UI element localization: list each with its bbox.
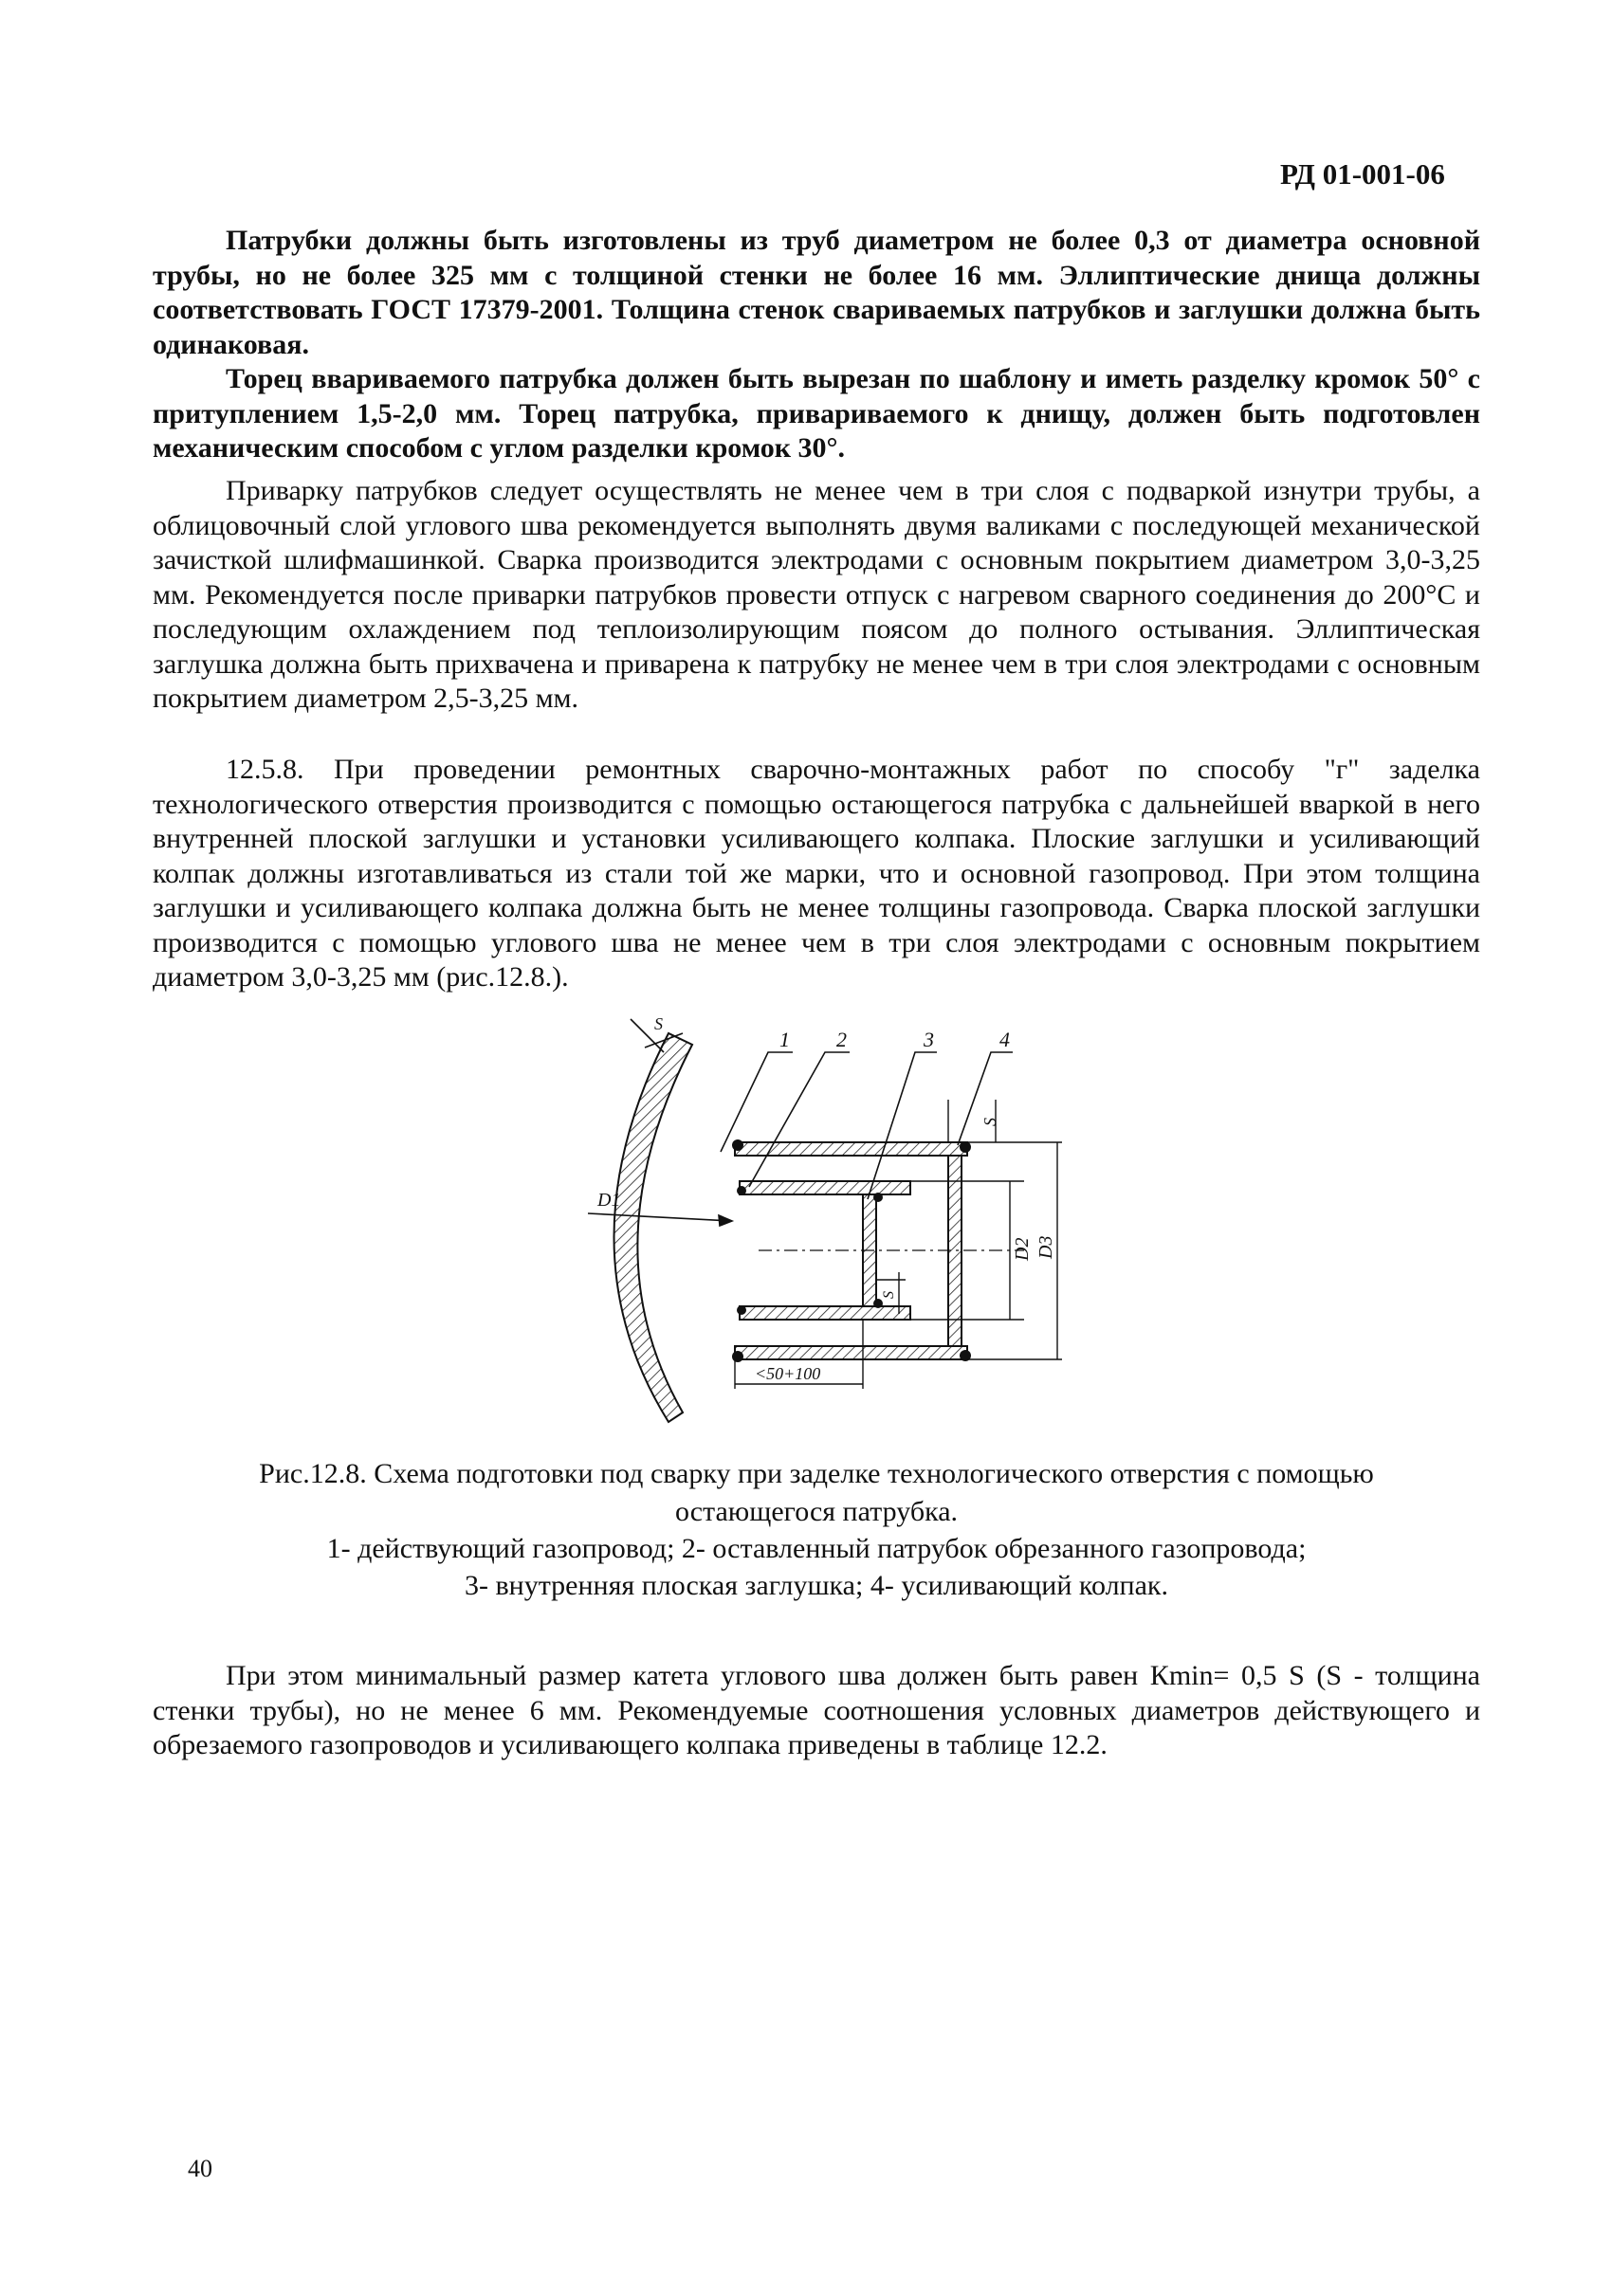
label-d1: D1 bbox=[597, 1190, 621, 1211]
paragraph-4 bbox=[153, 753, 1480, 995]
cap-wall-bottom bbox=[735, 1346, 967, 1359]
paragraph-5-text: При этом минимальный размер катета углового шва должен быть равен Кmin= 0,5 S (S - толщина стенки трубы), но не менее 6 мм. Рекомендуемые соотношения условных диаметров действующего и обрезаемого газопроводов и усиливающего колпака приведены в таблице 12.2. bbox=[153, 1660, 1480, 1760]
weld-scheme-figure bbox=[531, 1005, 1062, 1450]
paragraph-2-text: Торец ввариваемого патрубка должен быть вырезан по шаблону и иметь разделку кромок 50° с притуплением 1,5-2,0 мм. Торец патрубка, привариваемого к днищу, должен быть подготовлен механическим способом с углом разделки кромок 30°. bbox=[153, 363, 1480, 464]
label-s-top: S bbox=[980, 1118, 999, 1126]
label-s-inner: S bbox=[881, 1291, 897, 1299]
figure-caption-line-4: 3- внутренняя плоская заглушка; 4- усиливающий колпак. bbox=[465, 1570, 1168, 1601]
label-4: 4 bbox=[999, 1028, 1010, 1051]
paragraph-1 bbox=[153, 224, 1480, 362]
label-2: 2 bbox=[836, 1028, 847, 1051]
label-1: 1 bbox=[779, 1028, 790, 1051]
document-code: РД 01-001-06 bbox=[1280, 157, 1445, 191]
paragraph-3-text: Приварку патрубков следует осуществлять не менее чем в три слоя с подваркой изнутри трубы, а облицовочный слой углового шва рекомендуется выполнять двумя валиками с последующей механической зачисткой шлифмашинкой. Сварка производится электродами с основным покрытием диаметром 3,0-3,25 мм. Рекомендуется после приварки патрубков провести отпуск с нагревом сварного соединения до 200°С и последующим охлаждением под теплоизолирующим поясом до полного остывания. Эллиптическая заглушка должна быть прихвачена и приварена к патрубку не менее чем в три слоя электродами с основным покрытием диаметром 2,5-3,25 мм. bbox=[153, 475, 1480, 714]
figure-caption-line-1: Рис.12.8. Схема подготовки под сварку при заделке технологического отверстия с помощью bbox=[259, 1458, 1374, 1489]
paragraph-5 bbox=[153, 1659, 1480, 1763]
paragraph-1-text: Патрубки должны быть изготовлены из труб диаметром не более 0,3 от диаметра основной трубы, но не более 325 мм с толщиной стенки не более 16 мм. Эллиптические днища должны соответствовать ГОСТ 17379-2001. Толщина стенок свариваемых патрубков и заглушки должна быть одинаковая. bbox=[153, 225, 1480, 360]
main-pipe-wall bbox=[614, 1033, 693, 1422]
figure-caption-line-2: остающегося патрубка. bbox=[674, 1496, 959, 1527]
label-s-pipe: S bbox=[654, 1014, 663, 1033]
label-d3: D3 bbox=[1035, 1235, 1056, 1259]
paragraph-3 bbox=[153, 474, 1480, 717]
page-number: 40 bbox=[188, 2155, 212, 2182]
paragraph-4-text: 12.5.8. При проведении ремонтных сварочно-монтажных работ по способу "г" заделка технологического отверстия производится с помощью остающегося патрубка с дальнейшей вваркой в него внутренней плоской заглушки и установки усиливающего колпака. Плоские заглушки и усиливающий колпак должны изготавливаться из стали той же марки, что и основной газопровод. При этом толщина заглушки и усиливающего колпака должна быть не менее толщины газопровода. Сварка плоской заглушки производится с помощью углового шва не менее чем в три слоя электродами с основным покрытием диаметром 3,0-3,25 мм (рис.12.8.). bbox=[153, 754, 1480, 993]
paragraph-2 bbox=[153, 362, 1480, 466]
label-dimension: <50+100 bbox=[755, 1364, 821, 1383]
label-3: 3 bbox=[924, 1028, 934, 1051]
figure-caption-line-3: 1- действующий газопровод; 2- оставленный патрубок обрезанного газопровода; bbox=[326, 1533, 1307, 1564]
label-d2: D2 bbox=[1012, 1237, 1033, 1261]
branch-wall-top bbox=[740, 1181, 910, 1194]
branch-wall-bottom bbox=[740, 1306, 910, 1320]
